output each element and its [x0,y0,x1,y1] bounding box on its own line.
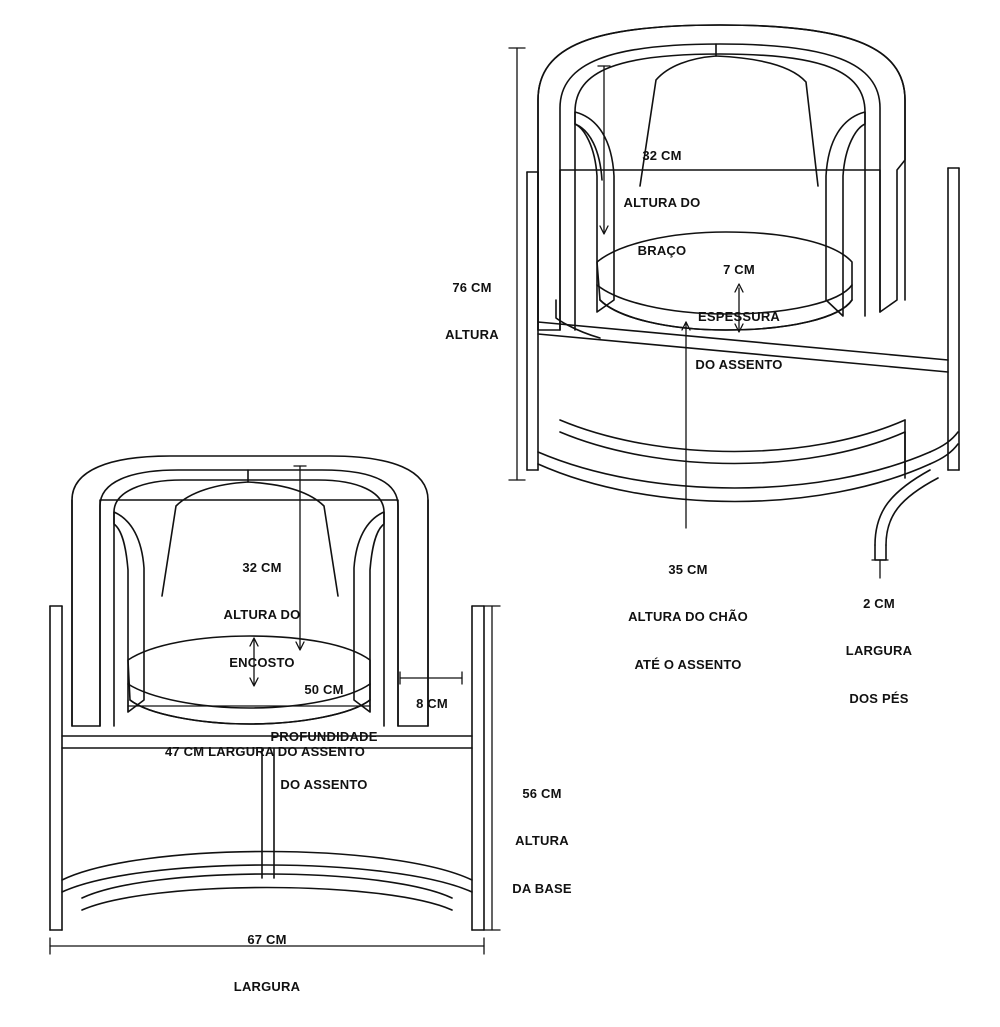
label-seat-thickness-value: 7 CM [723,261,755,277]
front-view-dimension-lines [50,466,500,954]
label-floor-to-seat-line2: ATÉ O ASSENTO [634,656,742,672]
label-feet-width-line1: LARGURA [845,643,913,659]
label-floor-to-seat-line1: ALTURA DO CHÃO [628,609,748,625]
label-base-height-line2: DA BASE [512,880,572,896]
label-seat-thickness-line1: ESPESSURA [698,309,780,325]
front-view-base-frame [50,606,484,930]
label-feet-width-value: 2 CM [863,595,895,611]
label-seat-depth-line2: DO ASSENTO [280,776,368,792]
label-arm-height-line2: BRAÇO [637,242,687,258]
label-arm-height-line1: ALTURA DO [623,195,701,211]
label-feet-width-line2: DOS PÉS [849,690,909,706]
label-floor-to-seat-value: 35 CM [668,561,708,577]
label-backrest-height-line2: ENCOSTO [229,654,295,670]
label-backrest-height-value: 32 CM [242,559,282,575]
label-base-height-line1: ALTURA [515,833,569,849]
label-seat-width-value: 47 CM LARGURA DO ASSENTO [164,743,366,759]
label-total-width-line1: LARGURA [233,979,301,995]
label-arm-thickness-value: 8 CM [416,695,448,711]
perspective-chair-base-frame [527,168,959,560]
label-seat-depth-line1: PROFUNDIDADE [270,729,378,745]
label-arm-height-value: 32 CM [642,147,682,163]
front-view-chair-body [72,456,428,726]
label-seat-thickness-line2: DO ASSENTO [695,356,783,372]
label-total-height-line1: ALTURA [445,327,499,343]
label-base-height-value: 56 CM [522,785,562,801]
label-total-height-value: 76 CM [452,279,492,295]
perspective-chair-body [538,25,905,338]
label-total-width-value: 67 CM [247,931,287,947]
label-backrest-height-line1: ALTURA DO [223,607,301,623]
label-seat-depth-value: 50 CM [304,681,344,697]
